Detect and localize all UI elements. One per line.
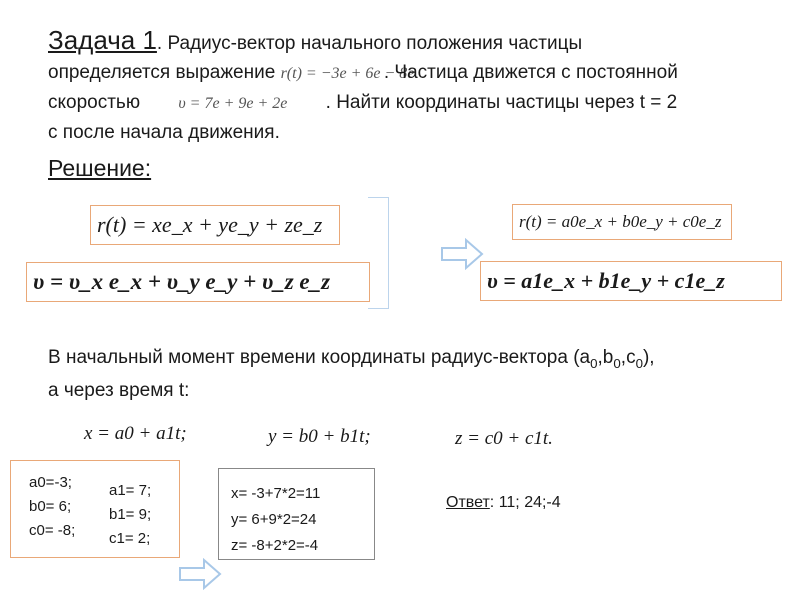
v-expression: υ = 7e + 9e + 2e (178, 95, 288, 112)
problem-title: Задача 1 (48, 25, 157, 55)
calculation-lines (231, 481, 320, 559)
answer (446, 494, 561, 512)
grouping-bracket (368, 197, 389, 309)
coef-a0: a0=-3; (29, 474, 72, 491)
coef-c1: c1= 2; (109, 530, 151, 547)
problem-line-2 (48, 58, 768, 88)
initial-moment-line-2: а через время t: (48, 379, 190, 401)
r0-expression: r(t) = −3e + 6e − 8e (280, 65, 415, 82)
problem-line-3-end: . Найти координаты частицы через t = 2 (325, 92, 678, 113)
bottom-right-arrow-icon (178, 558, 222, 590)
formula-r-coef-box (512, 204, 732, 240)
coef-initial-column (29, 471, 75, 543)
equation-y: y = b0 + b1t; (268, 426, 371, 447)
formula-v-coef: υ = a1e_x + b1e_y + c1e_z (487, 268, 725, 293)
formula-r-general-box (90, 205, 340, 245)
problem-line-3 (48, 88, 768, 118)
formula-v-coef-box (480, 261, 782, 301)
problem-line-1-text: . Радиус-вектор начального положения частицы (156, 33, 583, 54)
initial-moment-line-1-tail: ), (642, 347, 655, 368)
calc-y: y= 6+9*2=24 (231, 511, 317, 528)
problem-statement (48, 26, 768, 147)
equation-z: z = c0 + c1t. (455, 428, 553, 449)
solution-heading: Решение: (48, 155, 152, 181)
equation-x: x = a0 + a1t; (84, 423, 187, 444)
initial-moment-line-1-text: В начальный момент времени координаты радиус-вектора (a (48, 347, 591, 368)
initial-moment-text (48, 344, 655, 404)
coef-b0: b0= 6; (29, 498, 72, 515)
formula-r-coef: r(t) = a0e_x + b0e_y + c0e_z (519, 212, 722, 231)
coef-velocity-column (109, 479, 151, 551)
formula-v-general-box (26, 262, 370, 302)
answer-value: : 11; 24;-4 (489, 494, 561, 511)
calc-z: z= -8+2*2=-4 (231, 537, 319, 554)
coef-b1: b1= 9; (109, 506, 152, 523)
coef-a1: a1= 7; (109, 482, 152, 499)
formula-r-general: r(t) = xe_x + ye_y + ze_z (97, 212, 323, 237)
initial-moment-line-1: В начальный момент времени координаты радиус-вектора $(a_0,b_0,c_0)$, (48, 347, 655, 371)
problem-line-2-end: . Частица движется с постоянной (383, 62, 678, 83)
calculation-box (218, 468, 375, 560)
right-arrow-icon (440, 238, 484, 270)
problem-line-2-start: определяется выражение (48, 62, 276, 83)
formula-v-general: υ = υ_x e_x + υ_y e_y + υ_z e_z (33, 269, 331, 294)
problem-line-1 (48, 26, 768, 58)
problem-line-3-start: скоростью (48, 92, 141, 113)
problem-line-4: с после начала движения. (48, 122, 280, 143)
answer-label: Ответ (446, 494, 490, 511)
calc-x: x= -3+7*2=11 (231, 485, 321, 502)
coef-c0: c0= -8; (29, 522, 76, 539)
coefficients-box (10, 460, 180, 558)
